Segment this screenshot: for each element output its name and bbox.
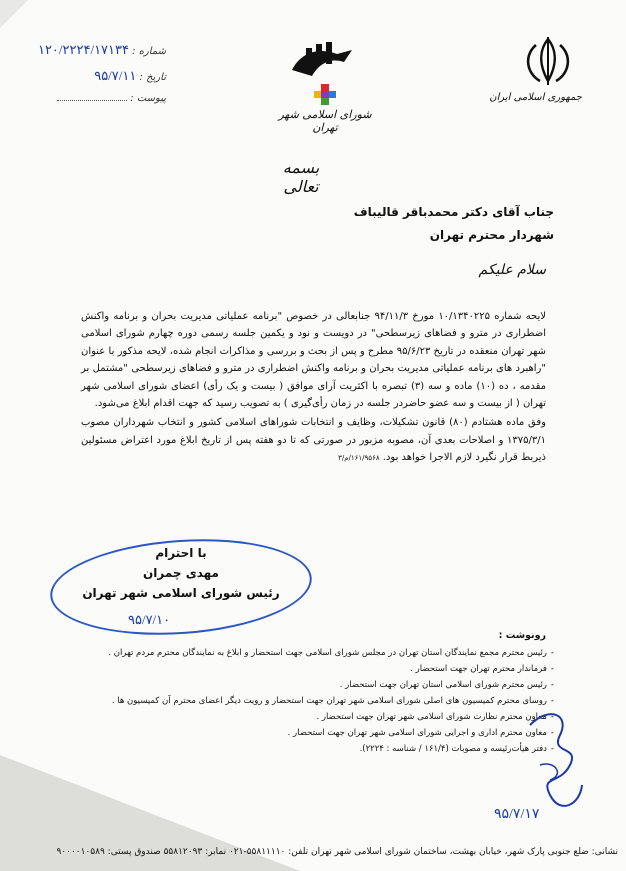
cc-item: -رئیس محترم شورای اسلامی استان تهران جهت استحضار . [339, 680, 554, 690]
handwritten-final-date: ۹۵/۷/۱۷ [494, 807, 540, 822]
letter-attachment [6, 93, 166, 104]
salutation: سلام علیکم [478, 262, 546, 278]
handwritten-signature-date: ۹۵/۷/۱۰ [128, 612, 171, 627]
letter-number [6, 42, 166, 58]
body-paragraph-2-text: وفق ماده هشتادم (۸۰) قانون تشکیلات، وظایف و انتخابات شوراهای اسلامی کشور و انتخاب شهرداران مصوب ۱۳۷۵/۳/۱ و اصلاحات بعدی آن، مصوبه مزبور در صورتی که تا دو هفته پس از تاریخ ابلاغ مورد اعتراض مسئولین ذیربط قرار نگیرد لازم الاجرا خواهد بود. [81, 417, 546, 464]
body-paragraph-1: لایحه شماره ۱۰/۱۳۴۰۲۲۵ مورخ ۹۴/۱۱/۳ جنابعالی در خصوص "برنامه عملیاتی مدیریت بحران و برنامه واکنش اضطراری در مترو و فضاهای زیرسطحی" در دویست و نود و یکمین جلسه رسمی دوره چهارم شورای اسلامی شهر تهران منعقده در تاریخ ۹۵/۶/۲۳ مطرح و پس از بحث و بررسی و مذاکرات انجام شده، لایحه مذکور با عنوان "راهبرد های برنامه عملیاتی مدیریت بحران و برنامه واکنش اضطراری در مترو و فضاهای زیرسطحی "مشتمل بر مقدمه ، ده (۱۰) ماده و سه (۳) تبصره با اکثریت آرای موافق ( بیست و یک رأی) اعضای شورای اسلامی شهر تهران ( از بیست و سه عضو حاضردر جلسه در زمان رأی‌گیری ) به تصویب رسید که جهت اقدام ابلاغ می‌شود. [81, 311, 547, 410]
iran-emblem-icon [518, 35, 578, 87]
cc-item: -معاون محترم اداری و اجرایی شورای اسلامی شهر تهران جهت استحضار . [287, 728, 554, 738]
council-tile-emblem-icon [312, 84, 338, 106]
cc-item: -دفتر هیأت‌رئیسه و مصوبات (۱۶۱/۴ / شناسه : ۲۲۲۴). [359, 744, 554, 754]
folded-corner [0, 0, 28, 28]
date-label: تاریخ : [139, 72, 166, 83]
letter-date [6, 68, 166, 84]
attachment-dots [57, 100, 127, 101]
addressee-name: جناب آقای دکتر محمدباقر قالیباف [353, 205, 554, 219]
addressee-title: شهردار محترم تهران [429, 228, 554, 242]
signature-block [66, 540, 296, 606]
addressee-block [354, 205, 554, 251]
attachment-label: پیوست : [130, 93, 166, 104]
cc-item: -معاون محترم نظارت شورای اسلامی شهر تهران جهت استحضار . [316, 712, 554, 722]
cc-title: رونوشت : [498, 630, 546, 641]
cc-item: -روسای محترم کمیسیون های اصلی شورای اسلامی شهر تهران جهت استحضار و رویت دیگر اعضای محترم آن کمیسیون ها . [111, 696, 554, 706]
closing-text: با احترام [155, 546, 207, 560]
bismillah-heading: بسمه تعالی [282, 158, 320, 196]
council-name: شورای اسلامی شهر تهران [278, 108, 372, 134]
cc-item: -فرماندار محترم تهران جهت استحضار . [410, 664, 554, 674]
number-label: شماره : [132, 46, 166, 57]
cc-item: -رئیس محترم مجمع نمایندگان استان تهران در مجلس شورای اسلامی جهت استحضار و ابلاغ به نمایندگان محترم مردم تهران . [108, 648, 554, 658]
number-value: ۱۲۰/۲۲۲۴/۱۷۱۳۴ [37, 42, 129, 57]
footer-address: نشانی: ضلع جنوبی پارک شهر، خیابان بهشت، ساختمان شورای اسلامی شهر تهران تلفن: ۵۵۸۱۱۱۱۰-۰۲۱ نمابر: ۵۵۸۱۲۰۹۳ صندوق پستی: ۹۰۰۰۰۱۰۵۸۹ [56, 847, 618, 857]
inline-reference: ۱۶۱/۹۵۶۸/م/۳ [338, 454, 380, 463]
letter-body [81, 308, 546, 468]
date-value: ۹۵/۷/۱۱ [94, 68, 137, 83]
cc-list [94, 645, 554, 757]
signer-name: مهدی چمران [143, 566, 219, 580]
emblem-caption: جمهوری اسلامی ایران [489, 92, 582, 103]
signer-title: رئیس شورای اسلامی شهر تهران [82, 586, 280, 600]
body-paragraph-2 [81, 414, 546, 467]
